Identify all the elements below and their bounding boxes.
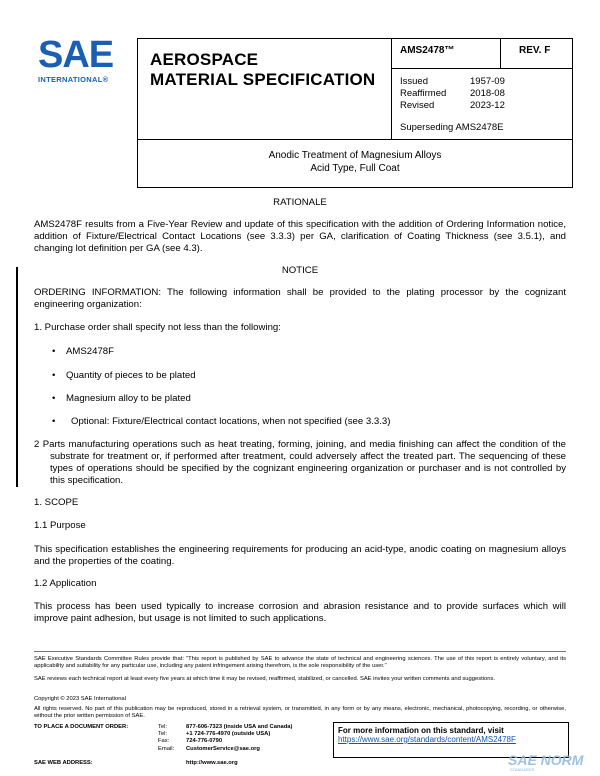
notice-item-1: 1. Purchase order shall specify not less than the following: xyxy=(34,322,281,333)
subject-line-1: Anodic Treatment of Magnesium Alloys xyxy=(268,150,442,161)
page-title xyxy=(150,50,375,90)
footer-rules-text: SAE Executive Standards Committee Rules provide that: “This report is published by SAE to advance the state of technical and engineering sciences. The use of this report is entirely voluntary, and its applicability and suitability for any particular use, including any patent infringement arising therefrom, is the sole responsibility of the user.” xyxy=(34,656,566,670)
subject-line-2: Acid Type, Full Coat xyxy=(310,162,400,174)
revision-label: REV. F xyxy=(519,45,551,56)
contact-row: Fax: 724-776-0790 xyxy=(158,738,223,745)
notice-item-2: 2 Parts manufacturing operations such as heat treating, forming, joining, and media finishing can affect the condition of the substrate for treatment or, if performed after treatment, could adversely affect the treated part. The sequencing of these types of operations should be specified by the cognizant engineering organization or purchaser and is not controlled by this specification. xyxy=(34,439,566,486)
copyright: Copyright © 2023 SAE International xyxy=(34,696,126,702)
rationale-text: AMS2478F results from a Five-Year Review and update of this specification with the addition of Ordering Information notice, addition of Fixture/Electrical Contact Locations (see 3.3.3) per GA, clarification of Coating Thickness (see 3.5.1), and changing lot definition per GA (see 4.3). xyxy=(34,219,566,254)
bullet-item: • Magnesium alloy to be plated xyxy=(52,393,191,404)
title-line-1: AEROSPACE xyxy=(150,50,259,69)
title-line-2: MATERIAL SPECIFICATION xyxy=(150,70,376,89)
web-address-link[interactable]: http://www.sae.org xyxy=(186,760,238,766)
header-divider-docnum xyxy=(391,68,572,69)
change-bar xyxy=(16,267,18,487)
scope-heading: 1. SCOPE xyxy=(34,497,79,508)
notice-heading: NOTICE xyxy=(281,265,319,276)
date-row-reaffirmed: Reaffirmed 2018-08 xyxy=(400,88,505,99)
date-row-issued: Issued 1957-09 xyxy=(400,76,505,87)
logo-subtext: INTERNATIONAL® xyxy=(38,75,109,84)
standard-link[interactable]: https://www.sae.org/standards/content/AMS2478F xyxy=(338,735,516,744)
date-row-revised: Revised 2023-12 xyxy=(400,100,505,111)
contact-row: Email: CustomerService@sae.org xyxy=(158,745,260,752)
purpose-heading: 1.1 Purpose xyxy=(34,520,86,531)
document-subject xyxy=(138,150,572,175)
sae-logo xyxy=(38,36,128,86)
bullet-item: • Optional: Fixture/Electrical contact locations, when not specified (see 3.3.3) xyxy=(52,416,391,427)
contact-row: Tel: 877-606-7323 (inside USA and Canada) xyxy=(158,724,293,730)
header-divider-vertical xyxy=(391,38,392,139)
footer-rights-text: All rights reserved. No part of this publication may be reproduced, stored in a retrieval system, or transmitted, in any form or by any means, electronic, mechanical, photocopying, recording, or otherwise, without the prior written permission of SAE. xyxy=(34,706,566,720)
superseding-note: Superseding AMS2478E xyxy=(400,122,504,133)
header-divider-subject xyxy=(137,139,573,140)
footer-review-text: SAE reviews each technical report at least every five years at which time it may be revised, reaffirmed, stabilized, or cancelled. SAE invites your written comments and suggestions. xyxy=(34,676,495,682)
more-info-title: For more information on this standard, visit xyxy=(338,726,504,735)
sae-norm-watermark: SAE NORM xyxy=(508,752,584,768)
purpose-text: This specification establishes the engineering requirements for producing an acid-type, anodic coating on magnesium alloys and the properties of the coating. xyxy=(34,544,566,567)
bullet-item: • Quantity of pieces to be plated xyxy=(52,370,196,381)
footer-rule xyxy=(34,651,566,652)
logo-mark: SAE xyxy=(38,34,114,76)
bullet-item: • AMS2478F xyxy=(52,346,114,357)
contact-row: Tel: +1 724-776-4970 (outside USA) xyxy=(158,731,271,738)
document-number: AMS2478™ xyxy=(400,45,455,56)
rationale-heading: RATIONALE xyxy=(273,197,327,208)
contact-table xyxy=(158,724,292,753)
web-label: SAE WEB ADDRESS: xyxy=(34,760,93,766)
ordering-info-text: ORDERING INFORMATION: The following information shall be provided to the plating processor by the cognizant engineering organization: xyxy=(34,287,566,310)
watermark-subtext: STANDARDS xyxy=(510,767,535,772)
application-heading: 1.2 Application xyxy=(34,578,97,589)
application-text: This process has been used typically to increase corrosion and abrasion resistance and to provide surfaces which will improve paint adhesion, but usage is not limited to such applications. xyxy=(34,601,566,624)
header-divider-rev xyxy=(500,38,501,69)
date-table xyxy=(400,76,505,112)
order-label: TO PLACE A DOCUMENT ORDER: xyxy=(34,724,129,730)
